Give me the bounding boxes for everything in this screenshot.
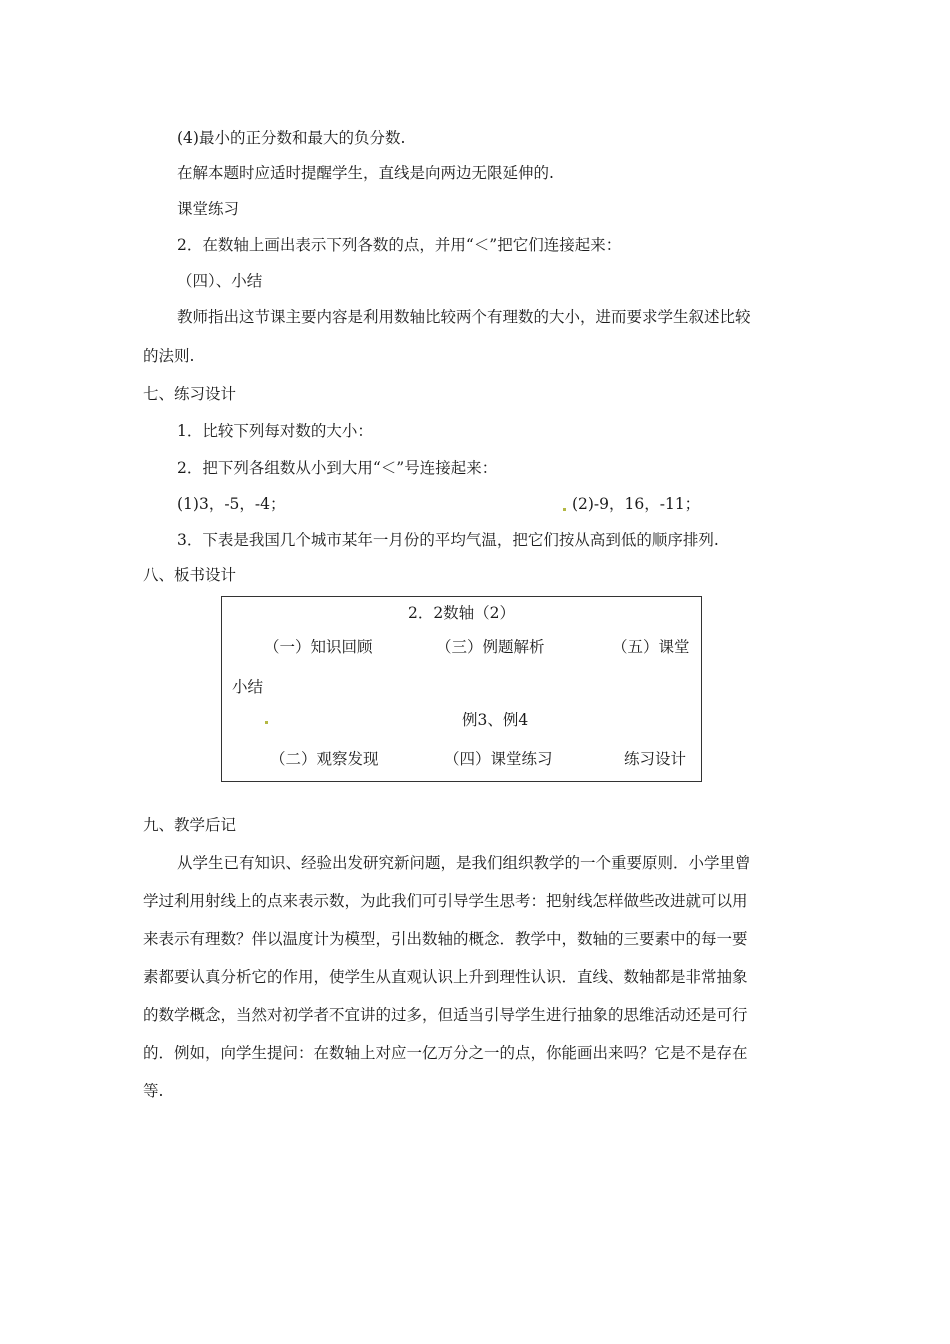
afterword-line-6: 的．例如，向学生提问：在数轴上对应一亿万分之一的点，你能画出来吗？它是不是存在	[143, 1044, 748, 1062]
exercise-item-2: 2．把下列各组数从小到大用“＜”号连接起来：	[177, 459, 498, 477]
board-title: 2．2数轴（2）	[407, 604, 516, 622]
board-observation: （二）观察发现	[270, 750, 379, 768]
afterword-line-1: 从学生已有知识、经验出发研究新问题，是我们组织教学的一个重要原则．小学里曾	[177, 854, 751, 872]
section-7-heading: 七、练习设计	[143, 385, 237, 403]
afterword-line-4: 素都要认真分析它的作用，使学生从直观认识上升到理性认识．直线、数轴都是非常抽象	[143, 968, 748, 986]
afterword-line-2: 学过利用射线上的点来表示数，为此我们可引导学生思考：把射线怎样做些改进就可以用	[143, 892, 748, 910]
board-speck	[264, 707, 269, 727]
summary-heading: （四）、小结	[177, 272, 263, 290]
practice-heading: 课堂练习	[177, 200, 240, 218]
afterword-line-5: 的数学概念，当然对初学者不宜讲的过多，但适当引导学生进行抽象的思维活动还是可行	[143, 1006, 748, 1024]
section-8-heading: 八、板书设计	[143, 566, 237, 584]
scan-speck	[563, 508, 566, 511]
section-9-heading: 九、教学后记	[143, 816, 237, 834]
exercise-item-2b: (2)-9，16，-11；	[571, 495, 701, 513]
exercise-item-2a: (1)3，-5，-4；	[177, 495, 286, 513]
item-4: (4)最小的正分数和最大的负分数.	[177, 129, 406, 147]
summary-text-line-1: 教师指出这节课主要内容是利用数轴比较两个有理数的大小，进而要求学生叙述比较	[177, 308, 751, 326]
afterword-line-3: 来表示有理数？伴以温度计为模型，引出数轴的概念．教学中，数轴的三要素中的每一要	[143, 930, 748, 948]
afterword-line-7: 等.	[143, 1082, 164, 1100]
teaching-hint: 在解本题时应适时提醒学生，直线是向两边无限延伸的.	[177, 164, 554, 182]
practice-item-2: 2．在数轴上画出表示下列各数的点，并用“＜”把它们连接起来：	[177, 236, 622, 254]
board-examples: 例3、例4	[462, 711, 529, 729]
board-class-practice: （四）课堂练习	[444, 750, 553, 768]
exercise-item-1: 1．比较下列每对数的大小：	[177, 422, 373, 440]
board-example-analysis: （三）例题解析	[436, 638, 545, 656]
board-class-summary-wrap: 小结	[232, 678, 264, 696]
exercise-item-3: 3．下表是我国几个城市某年一月份的平均气温，把它们按从高到低的顺序排列.	[177, 531, 719, 549]
blackboard-design-box	[221, 596, 702, 782]
board-exercise-design: 练习设计	[624, 750, 687, 768]
summary-text-line-2: 的法则.	[143, 347, 195, 365]
board-class-summary: （五）课堂	[612, 638, 690, 656]
exercise-item-2b-wrap	[562, 494, 700, 514]
board-knowledge-review: （一）知识回顾	[264, 638, 373, 656]
